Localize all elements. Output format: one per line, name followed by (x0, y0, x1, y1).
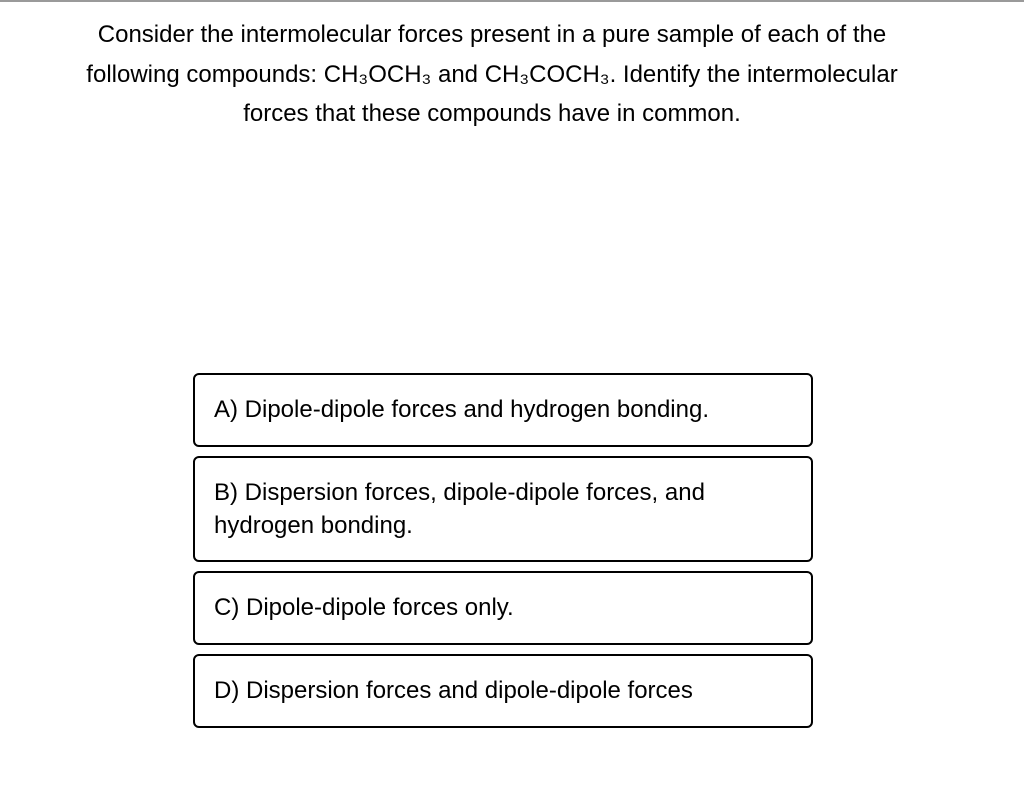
answer-choice-d[interactable] (193, 654, 813, 728)
question-line-2: following compounds: CH₃OCH₃ and CH₃COCH₃. Identify the intermolecular (86, 60, 898, 88)
answer-choice-c-label: C) Dipole-dipole forces only. (214, 594, 514, 621)
answer-choice-b[interactable] (193, 456, 813, 562)
answer-choice-a-label: A) Dipole-dipole forces and hydrogen bonding. (214, 396, 709, 423)
top-divider (0, 0, 1024, 2)
answer-choice-c[interactable] (193, 571, 813, 645)
question-line-1: Consider the intermolecular forces present in a pure sample of each of the (97, 21, 887, 48)
answer-choice-b-label: B) Dispersion forces, dipole-dipole forces, and hydrogen bonding. (214, 479, 705, 539)
question-line-3: forces that these compounds have in common. (243, 100, 741, 127)
answer-choice-d-label: D) Dispersion forces and dipole-dipole forces (214, 677, 693, 704)
question-text (8, 15, 976, 134)
answer-choice-a[interactable] (193, 373, 813, 447)
